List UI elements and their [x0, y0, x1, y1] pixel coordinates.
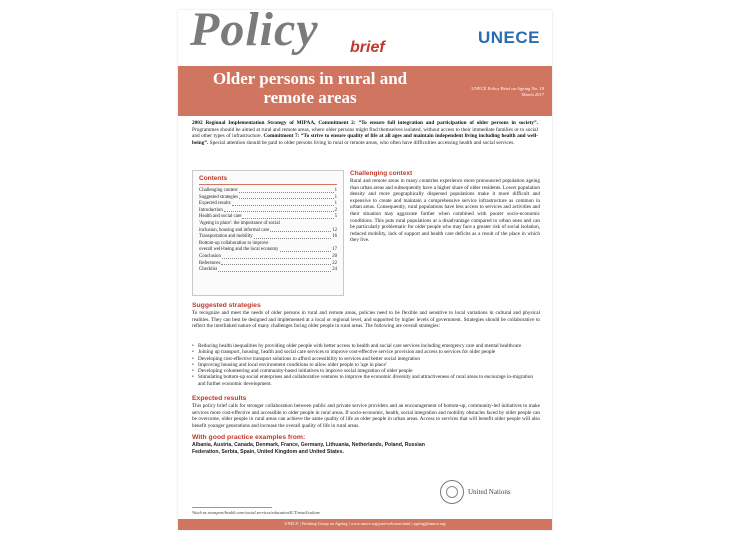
toc-item[interactable]: inclusion, housing and informal care 12	[199, 227, 337, 233]
intro-commitment-7: Commitment 7: “To strive to ensure quality of life at all ages and maintain independent living including health and well-being”.	[192, 133, 539, 146]
suggested-strategies-text: To recognize and meet the needs of older persons in rural and remote areas, policies need to be flexible and sensitive to local variations in cultural and physical realities. They can best be designed and implemented at a local or regional level, and supported by higher levels of government. Strategies should be collaborative to reflect the interlinked nature of many challenges facing older people in rural areas. The following are overall strategies:	[192, 310, 540, 329]
expected-results-heading: Expected results	[192, 395, 247, 402]
toc-list	[199, 188, 337, 274]
toc-item[interactable]: References 22	[199, 260, 337, 266]
toc-item[interactable]: Challenging context 1	[199, 188, 337, 193]
toc-item[interactable]: Suggested strategies 1	[199, 194, 337, 200]
contents-divider	[199, 184, 337, 185]
brief-wordmark: brief	[350, 39, 385, 56]
toc-item[interactable]: Checklist 24	[199, 267, 337, 273]
suggested-strategies-heading: Suggested strategies	[192, 302, 261, 309]
page-title: Older persons in rural and remote areas	[212, 69, 408, 107]
toc-item[interactable]: Introduction 2	[199, 207, 337, 213]
list-item: • Reducing health inequalities by providing older people with better access to health and social care services including emergency care and mental healthcare	[192, 343, 540, 349]
toc-item[interactable]: Bottom-up collaboration to improve	[199, 240, 269, 246]
footnote-divider	[192, 507, 272, 508]
list-item: • Developing cost-effective transport solutions to afford accessibility to services and better social integration	[192, 356, 540, 362]
un-wordmark: United Nations	[468, 488, 511, 496]
policy-wordmark: Policy	[190, 10, 319, 56]
un-emblem-icon	[440, 480, 464, 504]
good-practice-countries: Albania, Austria, Canada, Denmark, France, Germany, Lithuania, Netherlands, Poland, Russian Federation, Serbia, Spain, United Kingdom and United States.	[192, 442, 425, 455]
intro-text-2: Special attention should be paid to older persons living in rural or remote areas, who often have difficulties accessing health and social services.	[208, 139, 515, 146]
toc-item[interactable]: 'Ageing in place': the importance of social	[199, 220, 280, 226]
footer-bar	[178, 519, 552, 530]
intro-commitment-2: 2002 Regional Implementation Strategy of MIPAA, Commitment 2: “To ensure full integration and participation of older persons in society”.	[192, 120, 538, 126]
toc-item[interactable]: overall well-being and the local economy 17	[199, 247, 337, 253]
list-item: • Improving housing and local environment conditions to allow older people to 'age in place'	[192, 362, 540, 368]
brief-date: March 2017	[521, 92, 544, 97]
contents-box	[192, 170, 344, 296]
list-item: • Stimulating bottom-up social enterprises and collaborative ventures to improve the economic diversity and attractiveness of rural areas to encourage in-migration and further economic development.	[192, 374, 540, 387]
toc-item[interactable]: Health and social care 5	[199, 214, 337, 220]
challenging-context-heading: Challenging context	[350, 170, 413, 177]
challenging-context-text: Rural and remote areas in many countries experience more pronounced population ageing than urban areas and subsequently have a higher share of older residents. Lower population density and more geographically dispersed populations make it more difficult and expensive to create and maintain a comprehensive service infrastructure as common in urban areas. Consequently, rural populations have less access to services and activities and their situation may aggravate further when combined with poorer socio-economic conditions. This puts rural populations at a disadvantage compared to urban ones and can be particularly problematic for older people who may face a greater risk of social isolation, reduced mobility, lack of support and health care deficits as a result of the place in which they live.	[350, 178, 540, 244]
intro-paragraph	[192, 120, 538, 146]
contents-title: Contents	[199, 175, 228, 182]
strategies-list	[192, 343, 540, 387]
expected-results-text: This policy brief calls for stronger collaboration between public and private service providers and an encouragement of bottom-up, community-led initiatives to make services more cost-effective and accessible to older people in rural areas. If socio-economic, health, social integration and mobility obstacles faced by older people can be overcome, older people in rural areas can achieve the same quality of life as older people in urban areas. Access to services that will benefit older people will also benefit younger generations and increase the overall quality of life in rural areas.	[192, 403, 540, 429]
footer-text: UNECE | Working Group on Ageing | www.unece.org/pau/welcome.html | ageing@unece.org	[284, 521, 446, 526]
good-practice-heading: With good practice examples from:	[192, 434, 306, 441]
policy-brief-page	[178, 10, 552, 530]
footnote: ¹Such as transport/health care/social services/education/ICT/retail/culture	[192, 510, 321, 515]
intro-text-1: Programmes should be aimed at rural and remote areas, where older persons might find themselves isolated, without access to their immediate families or to social and other types of infrastructure.	[192, 126, 538, 139]
brief-meta	[434, 86, 544, 98]
list-item: • Joining up transport, housing, health and social care services to improve cost-effective service provision and access to services for older people	[192, 349, 540, 355]
title-banner	[178, 66, 552, 116]
unece-logo: UNECE	[477, 28, 540, 47]
toc-item[interactable]: Transportation and mobility 16	[199, 234, 337, 240]
toc-item[interactable]: Conclusion 20	[199, 253, 337, 259]
list-item: • Developing volunteering and community-based initiatives to improve social integration of older people	[192, 368, 540, 374]
toc-item[interactable]: Expected results 1	[199, 201, 337, 207]
brief-number: UNECE Policy Brief on Ageing No. 18	[471, 86, 544, 91]
